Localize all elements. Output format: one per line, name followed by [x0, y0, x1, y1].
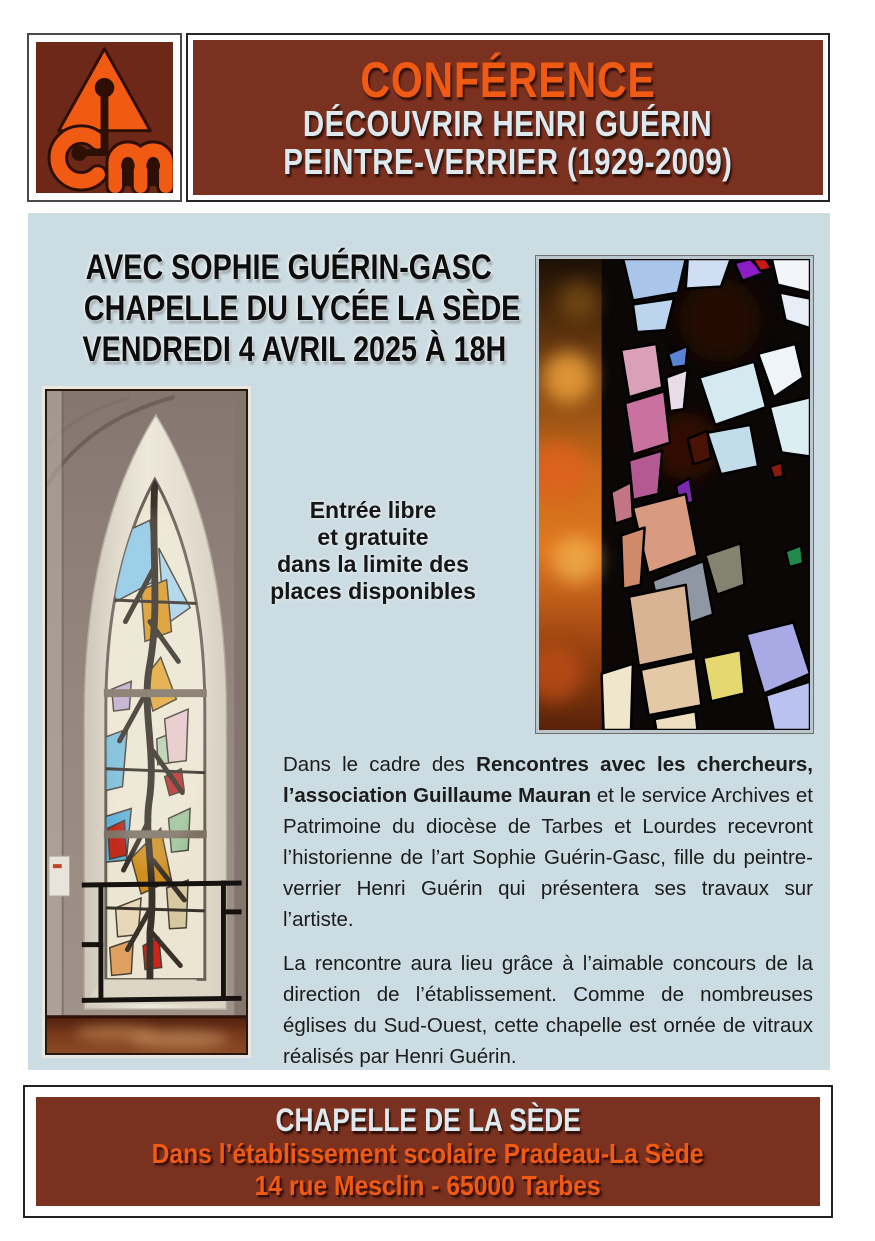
main-panel — [28, 213, 830, 1070]
event-title-line-1: AVEC SOPHIE GUÉRIN-GASC — [85, 248, 492, 287]
stained-glass-closeup-photo — [536, 256, 813, 733]
free-entry-line-1: Entrée libre — [309, 497, 437, 523]
free-entry-text — [208, 497, 538, 605]
footer-line-2: 14 rue Mesclin - 65000 Tarbes — [254, 1169, 602, 1201]
free-entry-line-2: et gratuite — [317, 524, 429, 550]
acm-logo — [36, 42, 173, 193]
paragraph-1: Dans le cadre des Rencontres avec les chercheurs, l’association Guillaume Mauran et le service Archives et Patrimoine du diocèse de Tarbes et Lourdes recevront l’historienne de l’art Sophie Guérin-Gasc, fille du peintre-verrier Henri Guérin qui présentera ses travaux sur l’artiste. — [283, 753, 813, 931]
footer-banner — [23, 1085, 833, 1218]
chapel-window-photo — [45, 389, 248, 1055]
logo-box — [27, 33, 182, 202]
acm-logo-icon — [36, 42, 173, 193]
conference-title: CONFÉRENCE — [360, 51, 656, 108]
event-title-line-3: VENDREDI 4 AVRIL 2025 À 18H — [82, 330, 507, 369]
event-title-line-2: CHAPELLE DU LYCÉE LA SÈDE — [83, 289, 521, 328]
header-banner — [186, 33, 830, 202]
stained-glass-closeup-illustration — [539, 259, 810, 730]
free-entry-line-4: places disponibles — [270, 578, 476, 604]
chapel-window-illustration — [47, 391, 246, 1053]
footer-line-1: Dans l’établissement scolaire Pradeau-La Sède — [152, 1137, 704, 1169]
event-title — [36, 247, 541, 370]
free-entry-line-3: dans la limite des — [277, 551, 469, 577]
paragraph-2: La rencontre aura lieu grâce à l’aimable concours de la direction de l’établissement. Comme de nombreuses églises du Sud-Ouest, cette chapelle est ornée de vitraux réalisés par Henri Guérin. — [283, 952, 813, 1068]
banner-subtitle-2: PEINTRE-VERRIER (1929-2009) — [283, 140, 733, 182]
footer-title: CHAPELLE DE LA SÈDE — [275, 1101, 581, 1138]
banner-subtitle-1: DÉCOUVRIR HENRI GUÉRIN — [303, 102, 713, 144]
